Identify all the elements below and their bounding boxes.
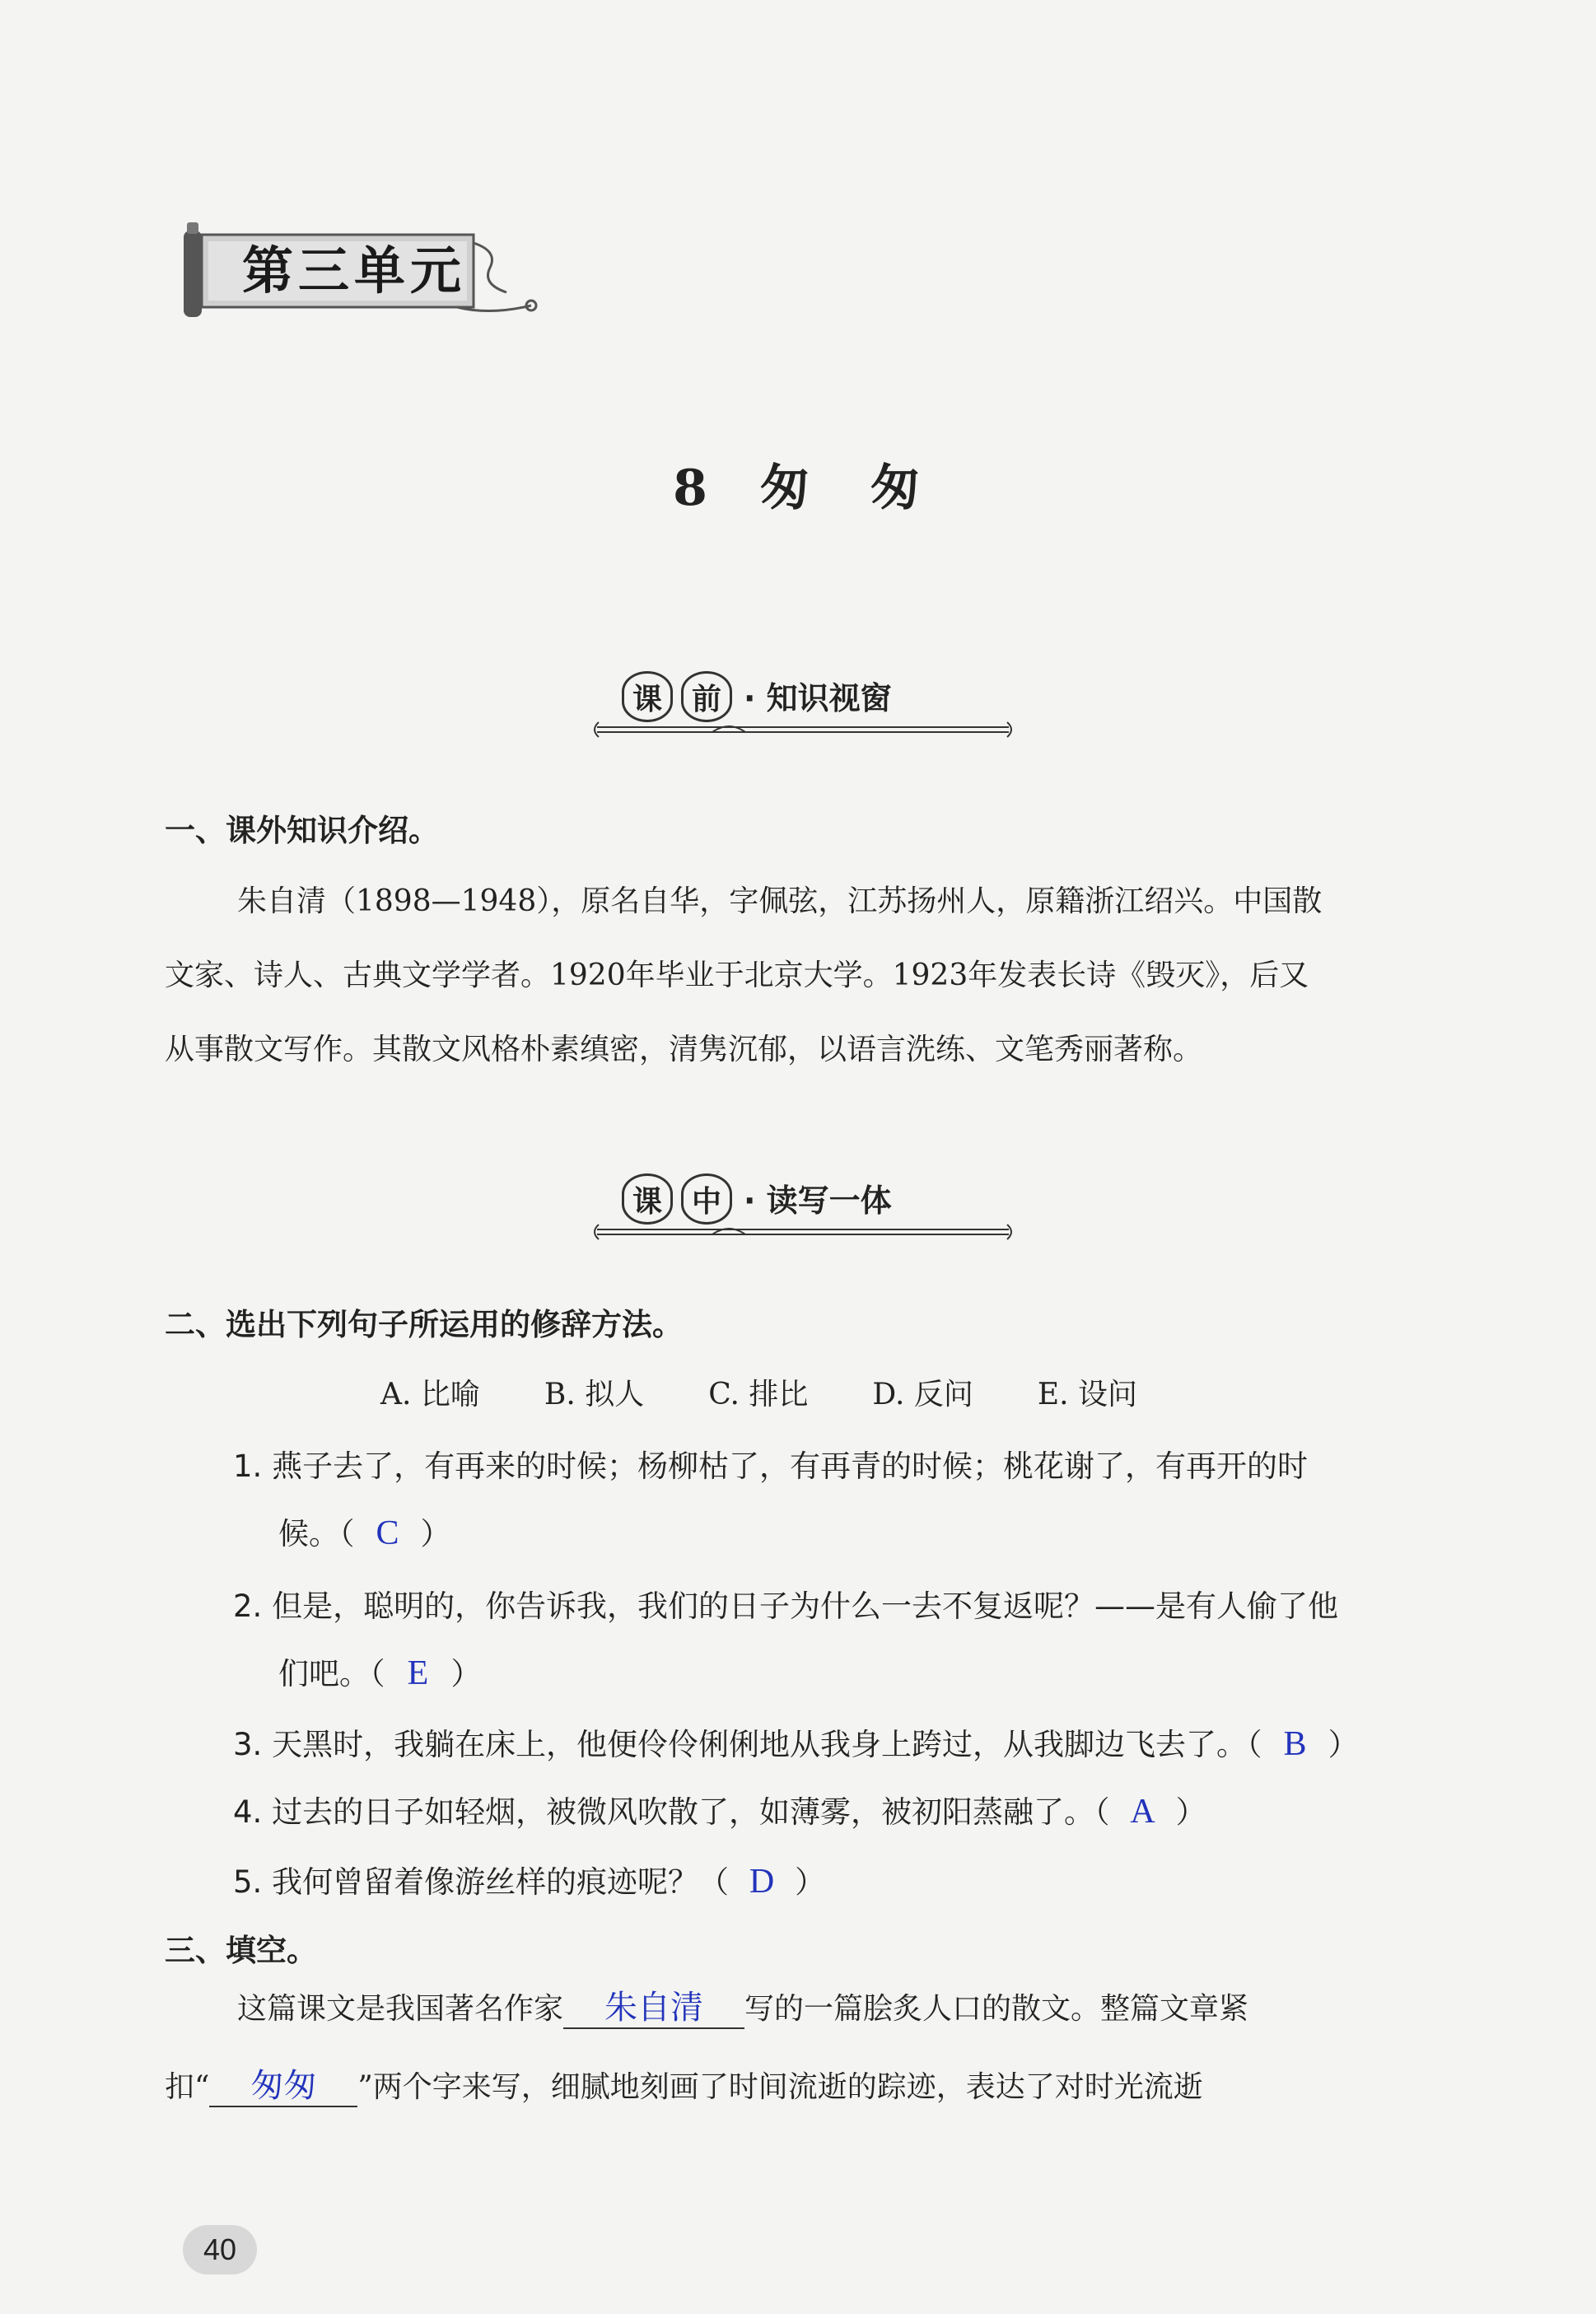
section-header-before-class [589, 663, 1017, 737]
unit-banner-label: 第三单元 [241, 240, 466, 301]
answer-mark: A [1130, 1793, 1155, 1831]
rhetoric-options [380, 1371, 1202, 1413]
section-title: · 读写一体 [744, 1183, 892, 1219]
page-number: 40 [183, 2225, 257, 2274]
section-header-during-class [589, 1165, 1017, 1239]
question-1-heading: 一、课外知识介绍。 [165, 813, 439, 848]
answer-mark: B [1283, 1725, 1307, 1763]
option-c: C. 排比 [708, 1378, 809, 1411]
answer-mark: E [407, 1654, 429, 1692]
question-2-heading: 二、选出下列句子所运用的修辞方法。 [165, 1307, 683, 1342]
section-char-2: 中 [681, 1173, 732, 1225]
fill-blank-author: 朱自清 [563, 1988, 744, 2029]
question-2-item-2-line1: 2. 但是，聪明的，你告诉我，我们的日子为什么一去不复返呢？——是有人偷了他 [233, 1589, 1339, 1624]
question-2-item-4: 4. 过去的日子如轻烟，被微风吹散了，如薄雾，被初阳蒸融了。（ A ） [233, 1793, 1206, 1831]
answer-mark: C [376, 1514, 399, 1552]
question-2-item-2-line2: 们吧。（ E ） [278, 1654, 482, 1692]
lesson-title [0, 449, 1596, 520]
paragraph-line: 朱自清（1898—1948），原名自华，字佩弦，江苏扬州人，原籍浙江绍兴。中国散 [237, 884, 1323, 918]
section-char-2: 前 [681, 671, 732, 722]
lesson-title-char-1: 匆 [759, 460, 813, 517]
answer-mark: D [749, 1863, 775, 1901]
option-b: B. 拟人 [544, 1378, 645, 1411]
option-a: A. 比喻 [380, 1378, 480, 1411]
section-title: · 知识视窗 [744, 680, 892, 716]
question-1-body [165, 865, 1322, 1087]
question-3-heading: 三、填空。 [165, 1933, 317, 1968]
fill-blank-keyword: 匆匆 [209, 2066, 357, 2107]
question-3-line-1: 这篇课文是我国著名作家 朱自清 写的一篇脍炙人口的散文。整篇文章紧 [237, 1985, 1248, 2034]
question-2-item-3: 3. 天黑时，我躺在床上，他便伶伶俐俐地从我身上跨过，从我脚边飞去了。（ B ） [233, 1725, 1359, 1763]
paragraph-line: 文家、诗人、古典文学学者。1920年毕业于北京大学。1923年发表长诗《毁灭》，后又 [165, 959, 1309, 992]
section-char-1: 课 [622, 671, 673, 722]
unit-banner [177, 210, 564, 325]
lesson-title-char-2: 匆 [870, 460, 923, 517]
lesson-number: 8 [673, 460, 711, 517]
option-d: D. 反问 [872, 1378, 973, 1411]
question-2-item-1-line2: 候。（ C ） [278, 1514, 451, 1552]
question-3-line-2: 扣“ 匆匆 ”两个字来写，细腻地刻画了时间流逝的踪迹，表达了对时光流逝 [165, 2063, 1203, 2112]
option-e: E. 设问 [1037, 1378, 1138, 1411]
question-2-item-1-line1: 1. 燕子去了，有再来的时候；杨柳枯了，有再青的时候；桃花谢了，有再开的时 [233, 1449, 1309, 1484]
question-2-item-5: 5. 我何曾留着像游丝样的痕迹呢？（ D ） [233, 1863, 826, 1901]
paragraph-line: 从事散文写作。其散文风格朴素缜密，清隽沉郁，以语言洗练、文笔秀丽著称。 [165, 1033, 1203, 1066]
section-char-1: 课 [622, 1173, 673, 1225]
